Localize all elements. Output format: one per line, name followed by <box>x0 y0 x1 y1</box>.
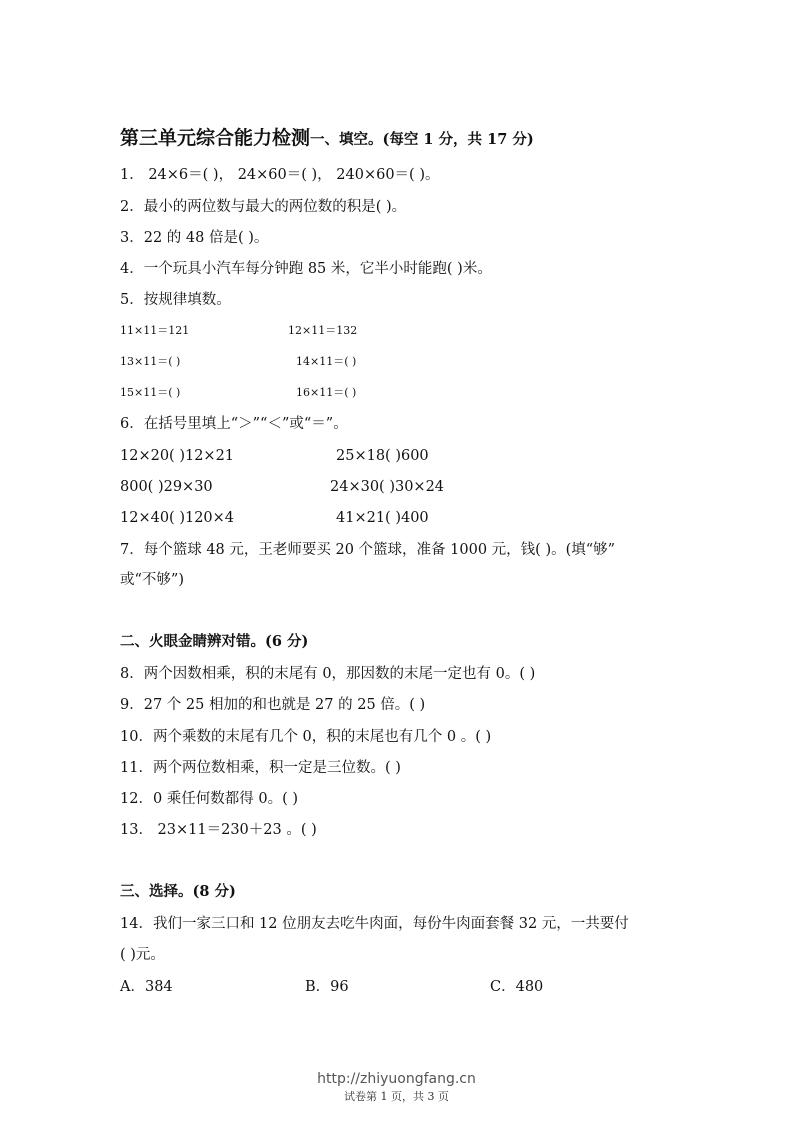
question-8: 8．两个因数相乘，积的末尾有 0，那因数的末尾一定也有 0。( ) <box>120 666 536 682</box>
question-10: 10．两个乘数的末尾有几个 0，积的末尾也有几个 0 。( ) <box>120 729 492 745</box>
q5-row-1-left: 11×11＝121 <box>120 324 190 337</box>
title-main: 第三单元综合能力检测 <box>120 127 311 149</box>
question-14-line-1: 14．我们一家三口和 12 位朋友去吃牛肉面，每份牛肉面套餐 32 元，一共要付 <box>120 916 629 932</box>
question-1: 1． 24×6＝( )， 24×60＝( )， 240×60＝( )。 <box>120 167 440 183</box>
q6-row-1-left: 12×20( )12×21 <box>120 448 235 464</box>
q6-row-1-right: 25×18( )600 <box>336 448 429 464</box>
question-14-line-2: ( )元。 <box>120 947 165 963</box>
watermark-url: http://zhiyuongfang.cn <box>317 1071 476 1087</box>
question-12: 12．0 乘任何数都得 0。( ) <box>120 791 299 807</box>
page-number: 试卷第 1 页，共 3 页 <box>344 1090 449 1103</box>
question-4: 4．一个玩具小汽车每分钟跑 85 米，它半小时能跑( )米。 <box>120 261 492 277</box>
option-b: B．96 <box>305 979 349 995</box>
q6-row-3-left: 12×40( )120×4 <box>120 510 235 526</box>
question-13: 13． 23×11＝230＋23 。( ) <box>120 822 317 838</box>
option-a: A．384 <box>120 979 173 995</box>
q6-row-3-right: 41×21( )400 <box>336 510 429 526</box>
section-3-heading: 三、选择。(8 分) <box>120 883 236 900</box>
q5-row-1-right: 12×11＝132 <box>288 324 358 337</box>
section-2-heading: 二、火眼金睛辨对错。(6 分) <box>120 633 309 650</box>
section-1-heading: 一、填空。(每空 1 分，共 17 分) <box>310 131 534 148</box>
question-7-line-1: 7．每个篮球 48 元，王老师要买 20 个篮球，准备 1000 元，钱( )。(填“够” <box>120 542 616 558</box>
question-2: 2．最小的两位数与最大的两位数的积是( )。 <box>120 199 407 215</box>
q6-row-2-left: 800( )29×30 <box>120 479 213 495</box>
question-6: 6．在括号里填上“＞”“＜”或“＝”。 <box>120 416 348 432</box>
q5-row-2-right: 14×11＝( ) <box>296 355 357 368</box>
question-5: 5．按规律填数。 <box>120 292 231 308</box>
q5-row-3-left: 15×11＝( ) <box>120 386 181 399</box>
page-title <box>120 126 534 152</box>
option-c: C．480 <box>490 979 544 995</box>
question-9: 9．27 个 25 相加的和也就是 27 的 25 倍。( ) <box>120 697 426 713</box>
question-3: 3．22 的 48 倍是( )。 <box>120 230 269 246</box>
q5-row-3-right: 16×11＝( ) <box>296 386 357 399</box>
q6-row-2-right: 24×30( )30×24 <box>330 479 445 495</box>
q5-row-2-left: 13×11＝( ) <box>120 355 181 368</box>
question-7-line-2: 或“不够”) <box>120 572 184 588</box>
question-11: 11．两个两位数相乘，积一定是三位数。( ) <box>120 760 401 776</box>
